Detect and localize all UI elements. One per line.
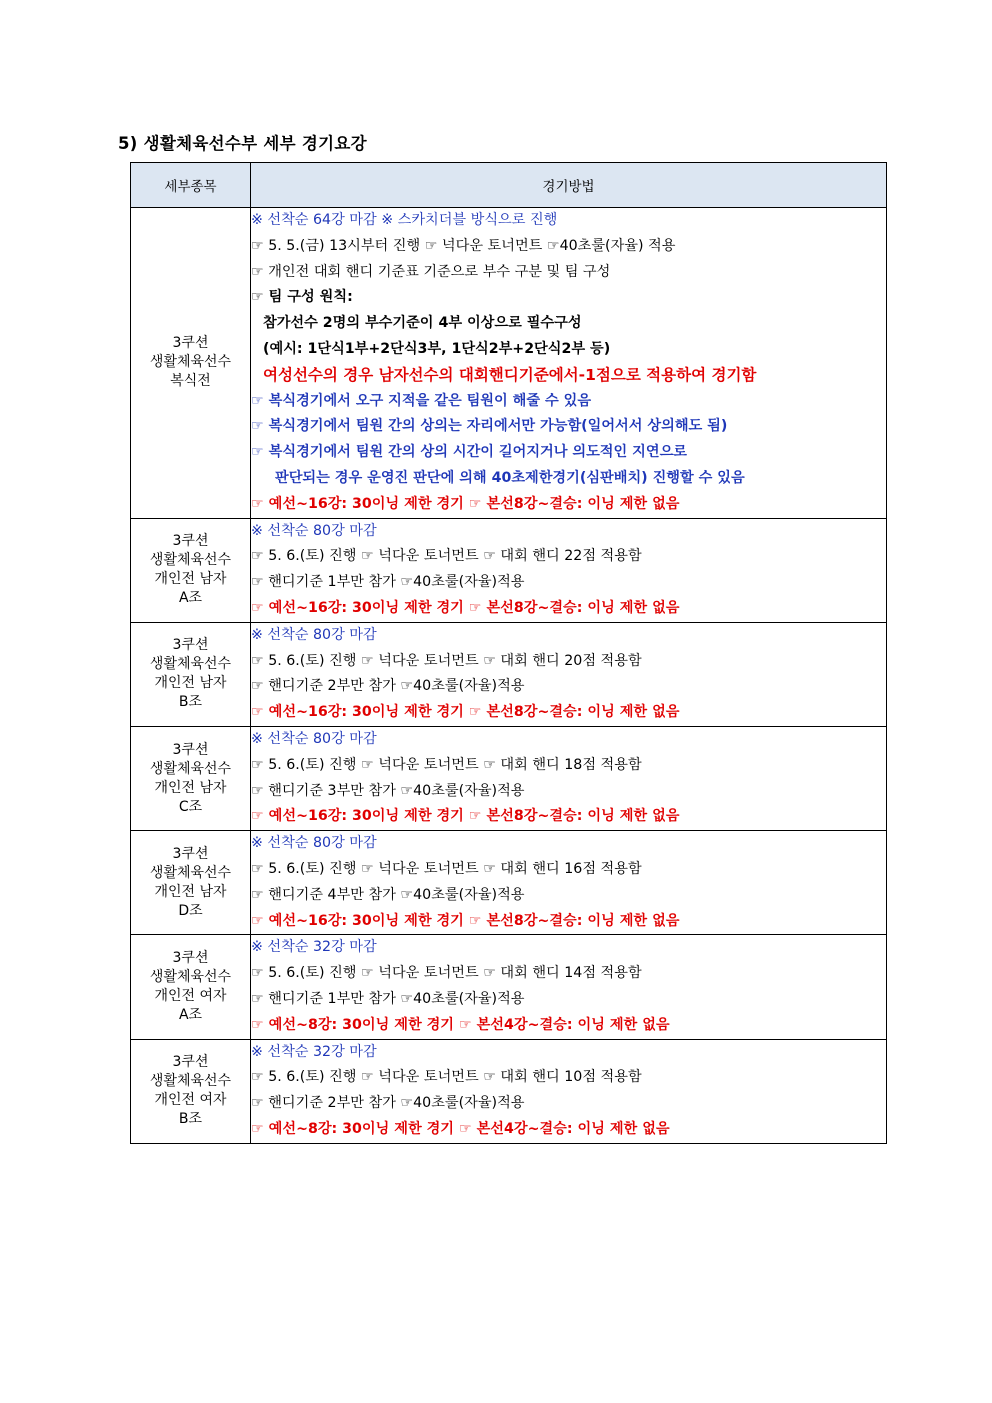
method-line: ☞ 5. 5.(금) 13시부터 진행 ☞ 넉다운 토너먼트 ☞40초룰(자율) 적용 xyxy=(251,237,676,254)
event-name-cell xyxy=(131,518,251,622)
event-name-line: D조 xyxy=(178,902,203,919)
method-line: ☞ 복식경기에서 오구 지적을 같은 팀원이 해줄 수 있음 xyxy=(251,392,592,409)
event-name-line: C조 xyxy=(178,798,203,815)
method-line: ☞ 핸디기준 4부만 참가 ☞40초룰(자율)적용 xyxy=(251,886,525,903)
event-name-line: 3쿠션 xyxy=(172,741,209,758)
method-line: ☞ 5. 6.(토) 진행 ☞ 넉다운 토너먼트 ☞ 대회 핸디 16점 적용함 xyxy=(251,860,642,877)
event-name-line: 3쿠션 xyxy=(172,1054,209,1071)
method-line: ☞ 복식경기에서 팀원 간의 상의 시간이 길어지거나 의도적인 지연으로 xyxy=(251,444,687,461)
method-cell xyxy=(251,208,887,519)
event-name-line: 개인전 남자 xyxy=(154,675,227,692)
event-name-cell xyxy=(131,1039,251,1143)
method-cell xyxy=(251,726,887,830)
table-row xyxy=(131,831,887,935)
event-name-line: 3쿠션 xyxy=(172,949,209,966)
method-cell xyxy=(251,831,887,935)
method-cell xyxy=(251,518,887,622)
method-line: ☞ 핸디기준 1부만 참가 ☞40초룰(자율)적용 xyxy=(251,574,525,591)
event-name-line: 생활체육선수 xyxy=(149,552,232,569)
method-line: ☞ 예선~16강: 30이닝 제한 경기 ☞ 본선8강~결승: 이닝 제한 없음 xyxy=(251,704,680,721)
event-name-cell xyxy=(131,935,251,1039)
method-line: ※ 선착순 80강 마감 xyxy=(251,835,377,852)
table-row xyxy=(131,1039,887,1143)
method-line: ※ 선착순 32강 마감 xyxy=(251,939,377,956)
event-name-line: 3쿠션 xyxy=(172,335,209,352)
event-name-line: 생활체육선수 xyxy=(149,656,232,673)
method-line: 여성선수의 경우 남자선수의 대회핸디기준에서-1점으로 적용하여 경기함 xyxy=(263,365,757,384)
event-name-line: B조 xyxy=(178,694,203,711)
rules-table xyxy=(130,162,887,1144)
event-name-line: 생활체육선수 xyxy=(149,1073,232,1090)
event-name-line: 3쿠션 xyxy=(172,533,209,550)
method-line: ☞ 예선~8강: 30이닝 제한 경기 ☞ 본선4강~결승: 이닝 제한 없음 xyxy=(251,1016,670,1033)
method-line: ☞ 팀 구성 원칙: xyxy=(251,289,353,306)
method-line: ※ 선착순 80강 마감 xyxy=(251,626,377,643)
method-line: ☞ 핸디기준 2부만 참가 ☞40초룰(자율)적용 xyxy=(251,1095,525,1112)
method-line: ☞ 5. 6.(토) 진행 ☞ 넉다운 토너먼트 ☞ 대회 핸디 20점 적용함 xyxy=(251,652,642,669)
event-name-line: 생활체육선수 xyxy=(149,968,232,985)
method-line: ☞ 예선~16강: 30이닝 제한 경기 ☞ 본선8강~결승: 이닝 제한 없음 xyxy=(251,495,680,512)
header-event: 세부종목 xyxy=(131,163,251,208)
method-line: ※ 선착순 64강 마감 ※ 스카치더블 방식으로 진행 xyxy=(251,212,558,228)
event-name-line: 개인전 여자 xyxy=(154,1092,227,1109)
event-name-cell xyxy=(131,726,251,830)
event-name-line: A조 xyxy=(178,590,203,607)
method-cell xyxy=(251,1039,887,1143)
table-header-row xyxy=(131,163,887,208)
event-name-line: 개인전 여자 xyxy=(154,987,227,1004)
event-name-line: 3쿠션 xyxy=(172,637,209,654)
event-name-line: B조 xyxy=(178,1111,203,1128)
section-title: 5) 생활체육선수부 세부 경기요강 xyxy=(118,134,367,153)
method-line: ☞ 예선~16강: 30이닝 제한 경기 ☞ 본선8강~결승: 이닝 제한 없음 xyxy=(251,808,680,825)
method-line: ☞ 핸디기준 2부만 참가 ☞40초룰(자율)적용 xyxy=(251,678,525,695)
event-name-cell xyxy=(131,831,251,935)
table-row xyxy=(131,622,887,726)
table-row xyxy=(131,208,887,519)
header-method: 경기방법 xyxy=(251,163,887,208)
method-line: ※ 선착순 80강 마감 xyxy=(251,730,377,747)
event-name-line: 생활체육선수 xyxy=(149,354,232,371)
method-line: ☞ 예선~16강: 30이닝 제한 경기 ☞ 본선8강~결승: 이닝 제한 없음 xyxy=(251,599,680,616)
event-name-cell xyxy=(131,208,251,519)
method-line: 참가선수 2명의 부수기준이 4부 이상으로 필수구성 xyxy=(263,315,582,332)
method-line: ☞ 5. 6.(토) 진행 ☞ 넉다운 토너먼트 ☞ 대회 핸디 10점 적용함 xyxy=(251,1069,642,1086)
table-row xyxy=(131,518,887,622)
method-line: ☞ 예선~16강: 30이닝 제한 경기 ☞ 본선8강~결승: 이닝 제한 없음 xyxy=(251,912,680,929)
event-name-line: 3쿠션 xyxy=(172,845,209,862)
event-name-line: 복식전 xyxy=(170,373,211,390)
event-name-cell xyxy=(131,622,251,726)
method-line: ☞ 핸디기준 3부만 참가 ☞40초룰(자율)적용 xyxy=(251,782,525,799)
method-line: ☞ 예선~8강: 30이닝 제한 경기 ☞ 본선4강~결승: 이닝 제한 없음 xyxy=(251,1120,670,1137)
method-line: ☞ 복식경기에서 팀원 간의 상의는 자리에서만 가능함(일어서서 상의해도 됨) xyxy=(251,418,728,435)
event-name-line: 생활체육선수 xyxy=(149,864,232,881)
method-line: ☞ 5. 6.(토) 진행 ☞ 넉다운 토너먼트 ☞ 대회 핸디 22점 적용함 xyxy=(251,548,642,565)
method-line: ☞ 핸디기준 1부만 참가 ☞40초룰(자율)적용 xyxy=(251,990,525,1007)
table-body xyxy=(131,208,887,1144)
method-line: ☞ 5. 6.(토) 진행 ☞ 넉다운 토너먼트 ☞ 대회 핸디 14점 적용함 xyxy=(251,965,642,982)
event-name-line: 생활체육선수 xyxy=(149,760,232,777)
table-row xyxy=(131,935,887,1039)
method-line: ※ 선착순 80강 마감 xyxy=(251,522,377,539)
method-line: (예시: 1단식1부+2단식3부, 1단식2부+2단식2부 등) xyxy=(263,340,611,357)
event-name-line: 개인전 남자 xyxy=(154,571,227,588)
event-name-line: 개인전 남자 xyxy=(154,883,227,900)
method-line: ※ 선착순 32강 마감 xyxy=(251,1043,377,1060)
method-line: ☞ 개인전 대회 핸디 기준표 기준으로 부수 구분 및 팀 구성 xyxy=(251,263,611,280)
event-name-line: 개인전 남자 xyxy=(154,779,227,796)
method-cell xyxy=(251,935,887,1039)
method-cell xyxy=(251,622,887,726)
event-name-line: A조 xyxy=(178,1006,203,1023)
table-row xyxy=(131,726,887,830)
method-line: ☞ 5. 6.(토) 진행 ☞ 넉다운 토너먼트 ☞ 대회 핸디 18점 적용함 xyxy=(251,756,642,773)
method-line: 판단되는 경우 운영진 판단에 의해 40초제한경기(심판배치) 진행할 수 있음 xyxy=(275,469,745,486)
